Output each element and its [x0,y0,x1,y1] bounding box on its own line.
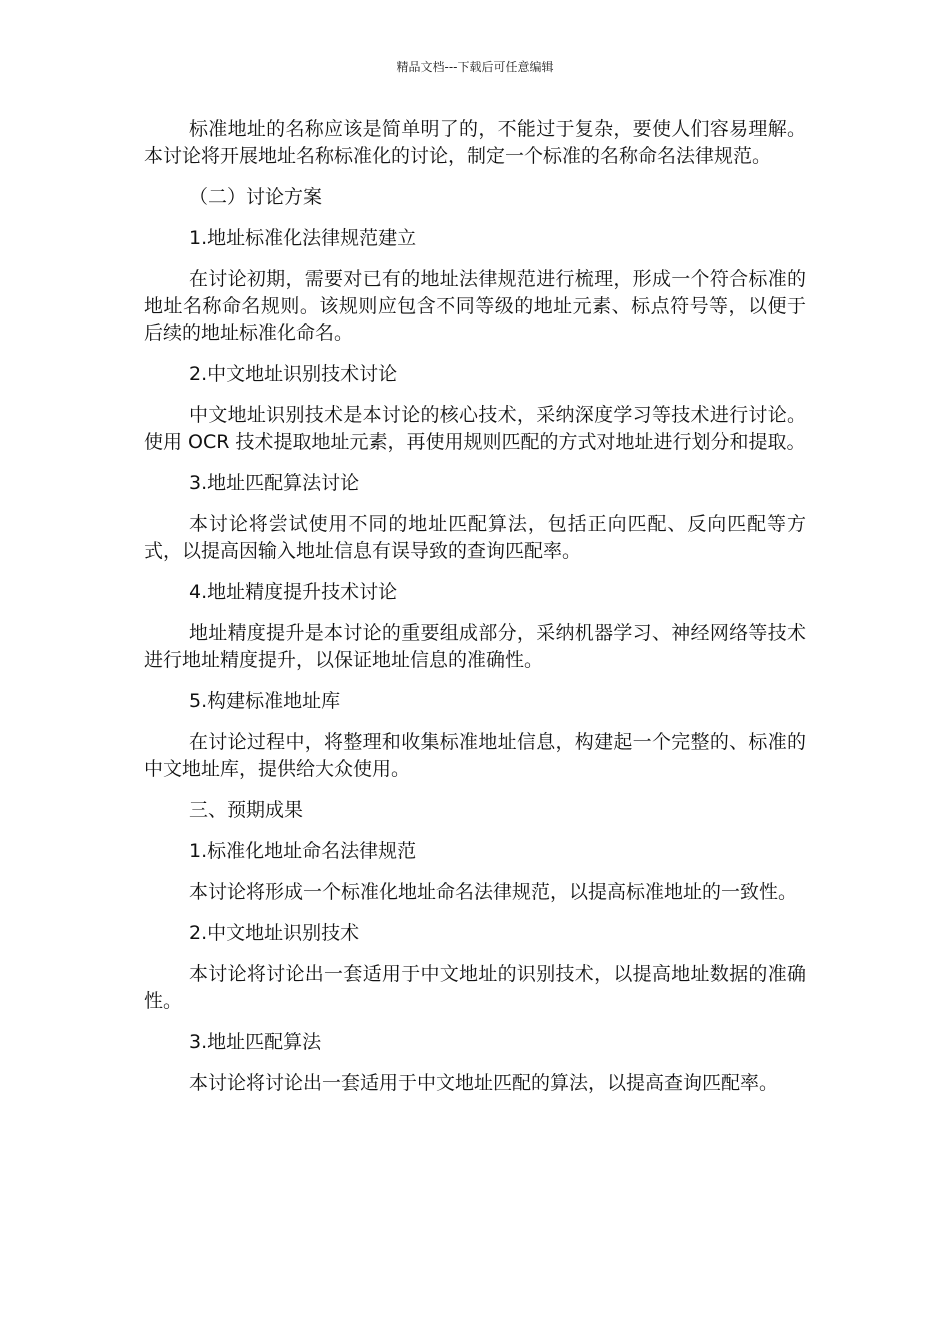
subheading-recognition-tech: 2.中文地址识别技术讨论 [189,363,398,385]
paragraph-result-rules: 本讨论将形成一个标准化地址命名法律规范，以提高标准地址的一致性。 [189,881,798,903]
paragraph-recognition-tech: 中文地址识别技术是本讨论的核心技术，采纳深度学习等技术进行讨论。使用 OCR 技术提取地址元素，再使用规则匹配的方式对地址进行划分和提取。 [144,404,806,453]
subheading-standard-rules: 1.地址标准化法律规范建立 [189,227,417,249]
paragraph-standard-rules: 在讨论初期，需要对已有的地址法律规范进行梳理，形成一个符合标准的地址名称命名规则。该规则应包含不同等级的地址元素、标点符号等，以便于后续的地址标准化命名。 [144,268,806,344]
subheading-matching-algorithm: 3.地址匹配算法讨论 [189,472,360,494]
subheading-result-recognition: 2.中文地址识别技术 [189,922,360,944]
paragraph-name-simplicity: 标准地址的名称应该是简单明了的，不能过于复杂，要使人们容易理解。本讨论将开展地址名称标准化的讨论，制定一个标准的名称命名法律规范。 [144,118,806,167]
subheading-precision-tech: 4.地址精度提升技术讨论 [189,581,398,603]
paragraph-result-matching: 本讨论将讨论出一套适用于中文地址匹配的算法，以提高查询匹配率。 [189,1072,779,1094]
subheading-address-library: 5.构建标准地址库 [189,690,341,712]
page-header: 精品文档---下载后可任意编辑 [396,60,554,74]
paragraph-precision-tech: 地址精度提升是本讨论的重要组成部分，采纳机器学习、神经网络等技术进行地址精度提升，以保证地址信息的准确性。 [144,622,806,671]
section-heading-expected-results: 三、预期成果 [189,799,304,821]
section-heading-plan: （二）讨论方案 [189,186,323,208]
paragraph-address-library: 在讨论过程中，将整理和收集标准地址信息，构建起一个完整的、标准的中文地址库，提供给大众使用。 [144,731,806,780]
paragraph-result-recognition: 本讨论将讨论出一套适用于中文地址的识别技术，以提高地址数据的准确性。 [144,963,806,1012]
subheading-result-matching: 3.地址匹配算法 [189,1031,322,1053]
paragraph-matching-algorithm: 本讨论将尝试使用不同的地址匹配算法，包括正向匹配、反向匹配等方式，以提高因输入地址信息有误导致的查询匹配率。 [144,513,806,562]
subheading-result-rules: 1.标准化地址命名法律规范 [189,840,417,862]
document-body [144,116,806,1097]
